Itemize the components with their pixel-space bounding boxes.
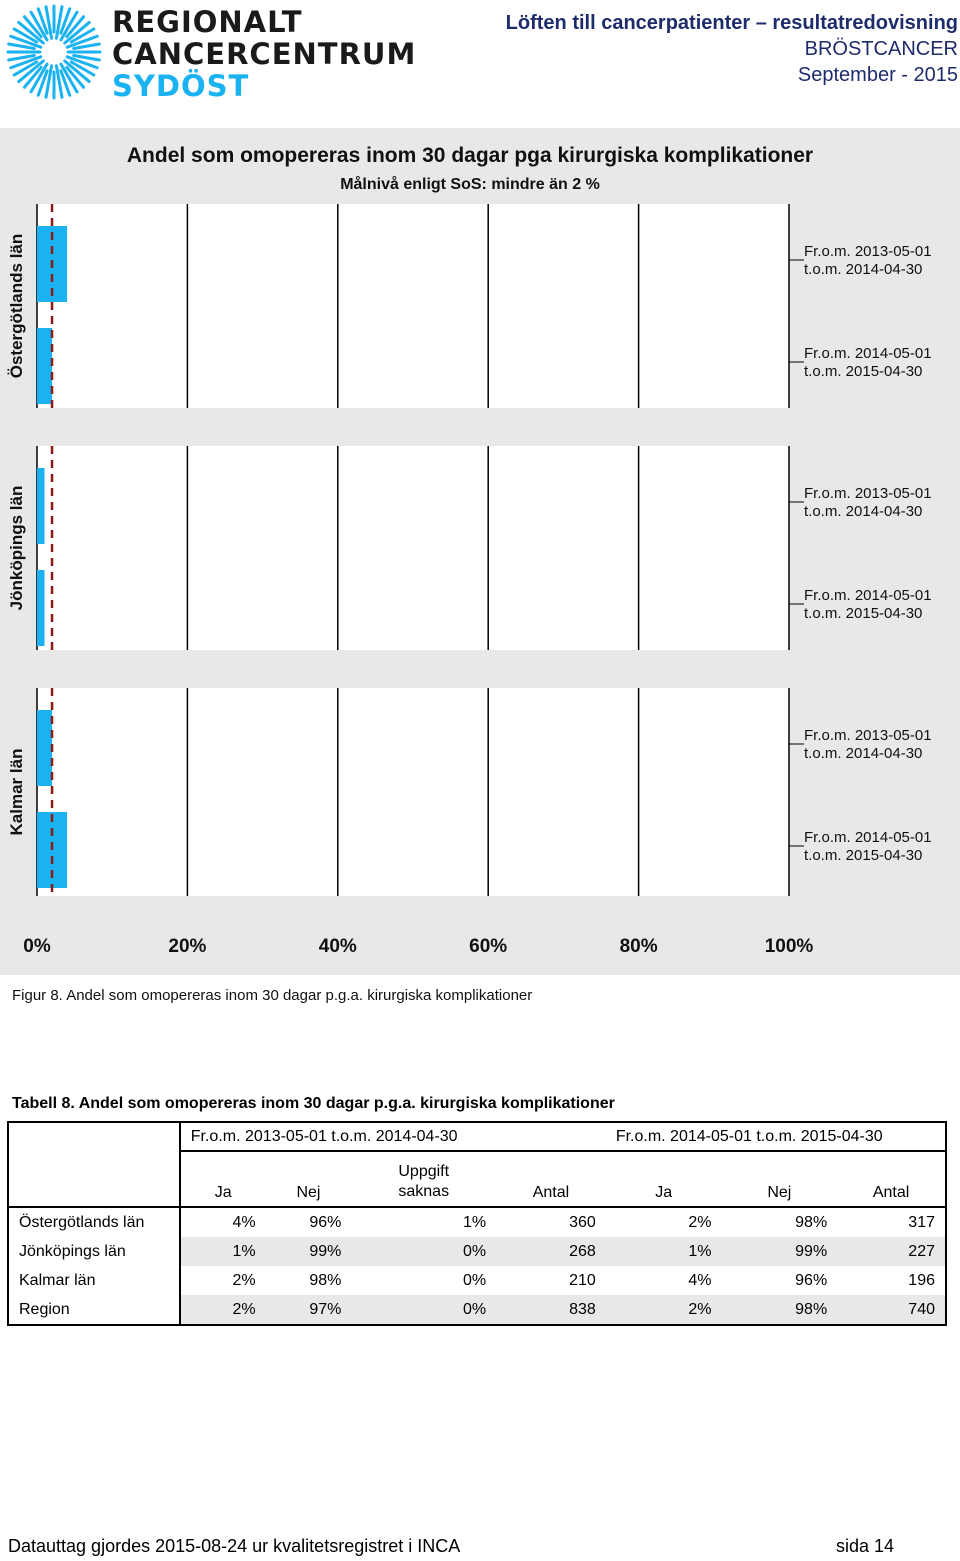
footer-source: Datauttag gjordes 2015-08-24 ur kvalitetsregistret i INCA — [8, 1536, 461, 1556]
col-ja-1: Ja — [180, 1151, 266, 1207]
bar — [37, 570, 45, 646]
cell-ja-1: 4% — [180, 1207, 266, 1237]
col-nej-2: Nej — [767, 1184, 792, 1201]
chart-panel — [0, 128, 960, 975]
period-label-to: t.o.m. 2014-04-30 — [804, 503, 923, 520]
period-label-from: Fr.o.m. 2013-05-01 — [804, 243, 932, 260]
x-tick-label: 40% — [318, 936, 357, 957]
cell-nej-2: 98% — [721, 1207, 837, 1237]
group-label: Jönköpings län — [7, 485, 26, 611]
page-number: sida 14 — [835, 1536, 894, 1556]
period-label-from: Fr.o.m. 2013-05-01 — [804, 727, 932, 744]
results-table — [7, 1121, 947, 1326]
cell-antal-2: 196 — [837, 1266, 946, 1295]
column-header-row — [8, 1151, 946, 1207]
sun-logo-icon — [0, 0, 110, 105]
bar — [37, 328, 52, 404]
table-row — [8, 1207, 946, 1237]
report-header — [438, 10, 958, 88]
cell-ja-2: 1% — [606, 1237, 722, 1266]
cell-nej-1: 99% — [266, 1237, 352, 1266]
cell-ja-1: 2% — [180, 1295, 266, 1325]
table-title: Tabell 8. Andel som omopereras inom 30 dagar p.g.a. kirurgiska komplikationer — [12, 1095, 615, 1112]
cell-antal-2: 740 — [837, 1295, 946, 1325]
row-label: Jönköpings län — [8, 1237, 180, 1266]
period-label-to: t.o.m. 2015-04-30 — [804, 605, 923, 622]
cell-nej-1: 97% — [266, 1295, 352, 1325]
col-ja-2: Ja — [655, 1184, 673, 1201]
logo-line-1: REGIONALT — [112, 5, 303, 39]
cell-antal-1: 268 — [496, 1237, 606, 1266]
row-label: Östergötlands län — [8, 1207, 180, 1237]
x-tick-label: 80% — [619, 936, 658, 957]
period-label-to: t.o.m. 2014-04-30 — [804, 261, 923, 278]
report-date: September - 2015 — [797, 64, 958, 86]
table-row — [8, 1295, 946, 1325]
figure-caption: Figur 8. Andel som omopereras inom 30 dagar p.g.a. kirurgiska komplikationer — [12, 987, 533, 1004]
cell-antal-1: 838 — [496, 1295, 606, 1325]
plot-area — [37, 204, 789, 408]
group-label: Kalmar län — [7, 748, 26, 836]
period-label-to: t.o.m. 2015-04-30 — [804, 847, 923, 864]
cell-nej-2: 96% — [795, 1271, 828, 1289]
x-tick-label: 100% — [764, 936, 814, 957]
period-label-from: Fr.o.m. 2013-05-01 — [804, 485, 932, 502]
report-title: Löften till cancerpatienter – resultatredovisning — [505, 12, 958, 34]
bar — [37, 468, 45, 544]
cell-uppgift-saknas: 0% — [351, 1295, 496, 1325]
cell-antal-2: 317 — [837, 1207, 946, 1237]
table-row — [8, 1266, 946, 1295]
period-label-from: Fr.o.m. 2014-05-01 — [804, 345, 932, 362]
cell-nej-1: 98% — [309, 1271, 342, 1289]
bar-chart — [0, 128, 960, 975]
cell-ja-1: 1% — [180, 1237, 266, 1266]
cell-nej-1: 96% — [266, 1207, 352, 1237]
cell-antal-1: 360 — [496, 1207, 606, 1237]
col-uppgift-saknas: Uppgift saknas — [398, 1163, 450, 1200]
x-tick-label: 20% — [168, 936, 207, 957]
period-header-row — [8, 1122, 946, 1151]
plot-area — [37, 688, 789, 896]
row-label: Kalmar län — [8, 1266, 180, 1295]
cell-uppgift-saknas: 0% — [351, 1237, 496, 1266]
cell-ja-2: 4% — [688, 1271, 712, 1289]
row-label: Region — [8, 1295, 180, 1325]
plot-area — [37, 446, 789, 650]
period-2-header: Fr.o.m. 2014-05-01 t.o.m. 2015-04-30 — [606, 1122, 946, 1151]
cell-uppgift-saknas: 0% — [462, 1271, 487, 1289]
cell-ja-2: 2% — [606, 1207, 722, 1237]
period-label-to: t.o.m. 2014-04-30 — [804, 745, 923, 762]
bar — [37, 710, 52, 786]
period-1-header: Fr.o.m. 2013-05-01 t.o.m. 2014-04-30 — [180, 1122, 606, 1151]
period-label-to: t.o.m. 2015-04-30 — [804, 363, 923, 380]
cell-nej-2: 98% — [721, 1295, 837, 1325]
cell-nej-2: 99% — [721, 1237, 837, 1266]
logo-line-2: CANCERCENTRUM — [112, 37, 417, 71]
x-tick-label: 0% — [23, 936, 51, 957]
period-label-from: Fr.o.m. 2014-05-01 — [804, 829, 932, 846]
cell-uppgift-saknas: 1% — [351, 1207, 496, 1237]
x-tick-label: 60% — [469, 936, 508, 957]
col-antal-2: Antal — [837, 1151, 946, 1207]
period-label-from: Fr.o.m. 2014-05-01 — [804, 587, 932, 604]
table-row — [8, 1237, 946, 1266]
rcc-logo — [0, 0, 417, 105]
group-label: Östergötlands län — [7, 233, 26, 379]
col-nej-1: Nej — [296, 1184, 321, 1201]
cell-antal-1: 210 — [569, 1271, 596, 1289]
chart-title: Andel som omopereras inom 30 dagar pga kirurgiska komplikationer — [126, 144, 814, 167]
cancer-type: BRÖSTCANCER — [804, 38, 958, 60]
logo-line-3: SYDÖST — [112, 69, 250, 103]
chart-subtitle: Målnivå enligt SoS: mindre än 2 % — [340, 176, 600, 193]
cell-ja-1: 2% — [180, 1266, 266, 1295]
cell-antal-2: 227 — [837, 1237, 946, 1266]
cell-ja-2: 2% — [606, 1295, 722, 1325]
col-antal-1: Antal — [532, 1184, 570, 1201]
